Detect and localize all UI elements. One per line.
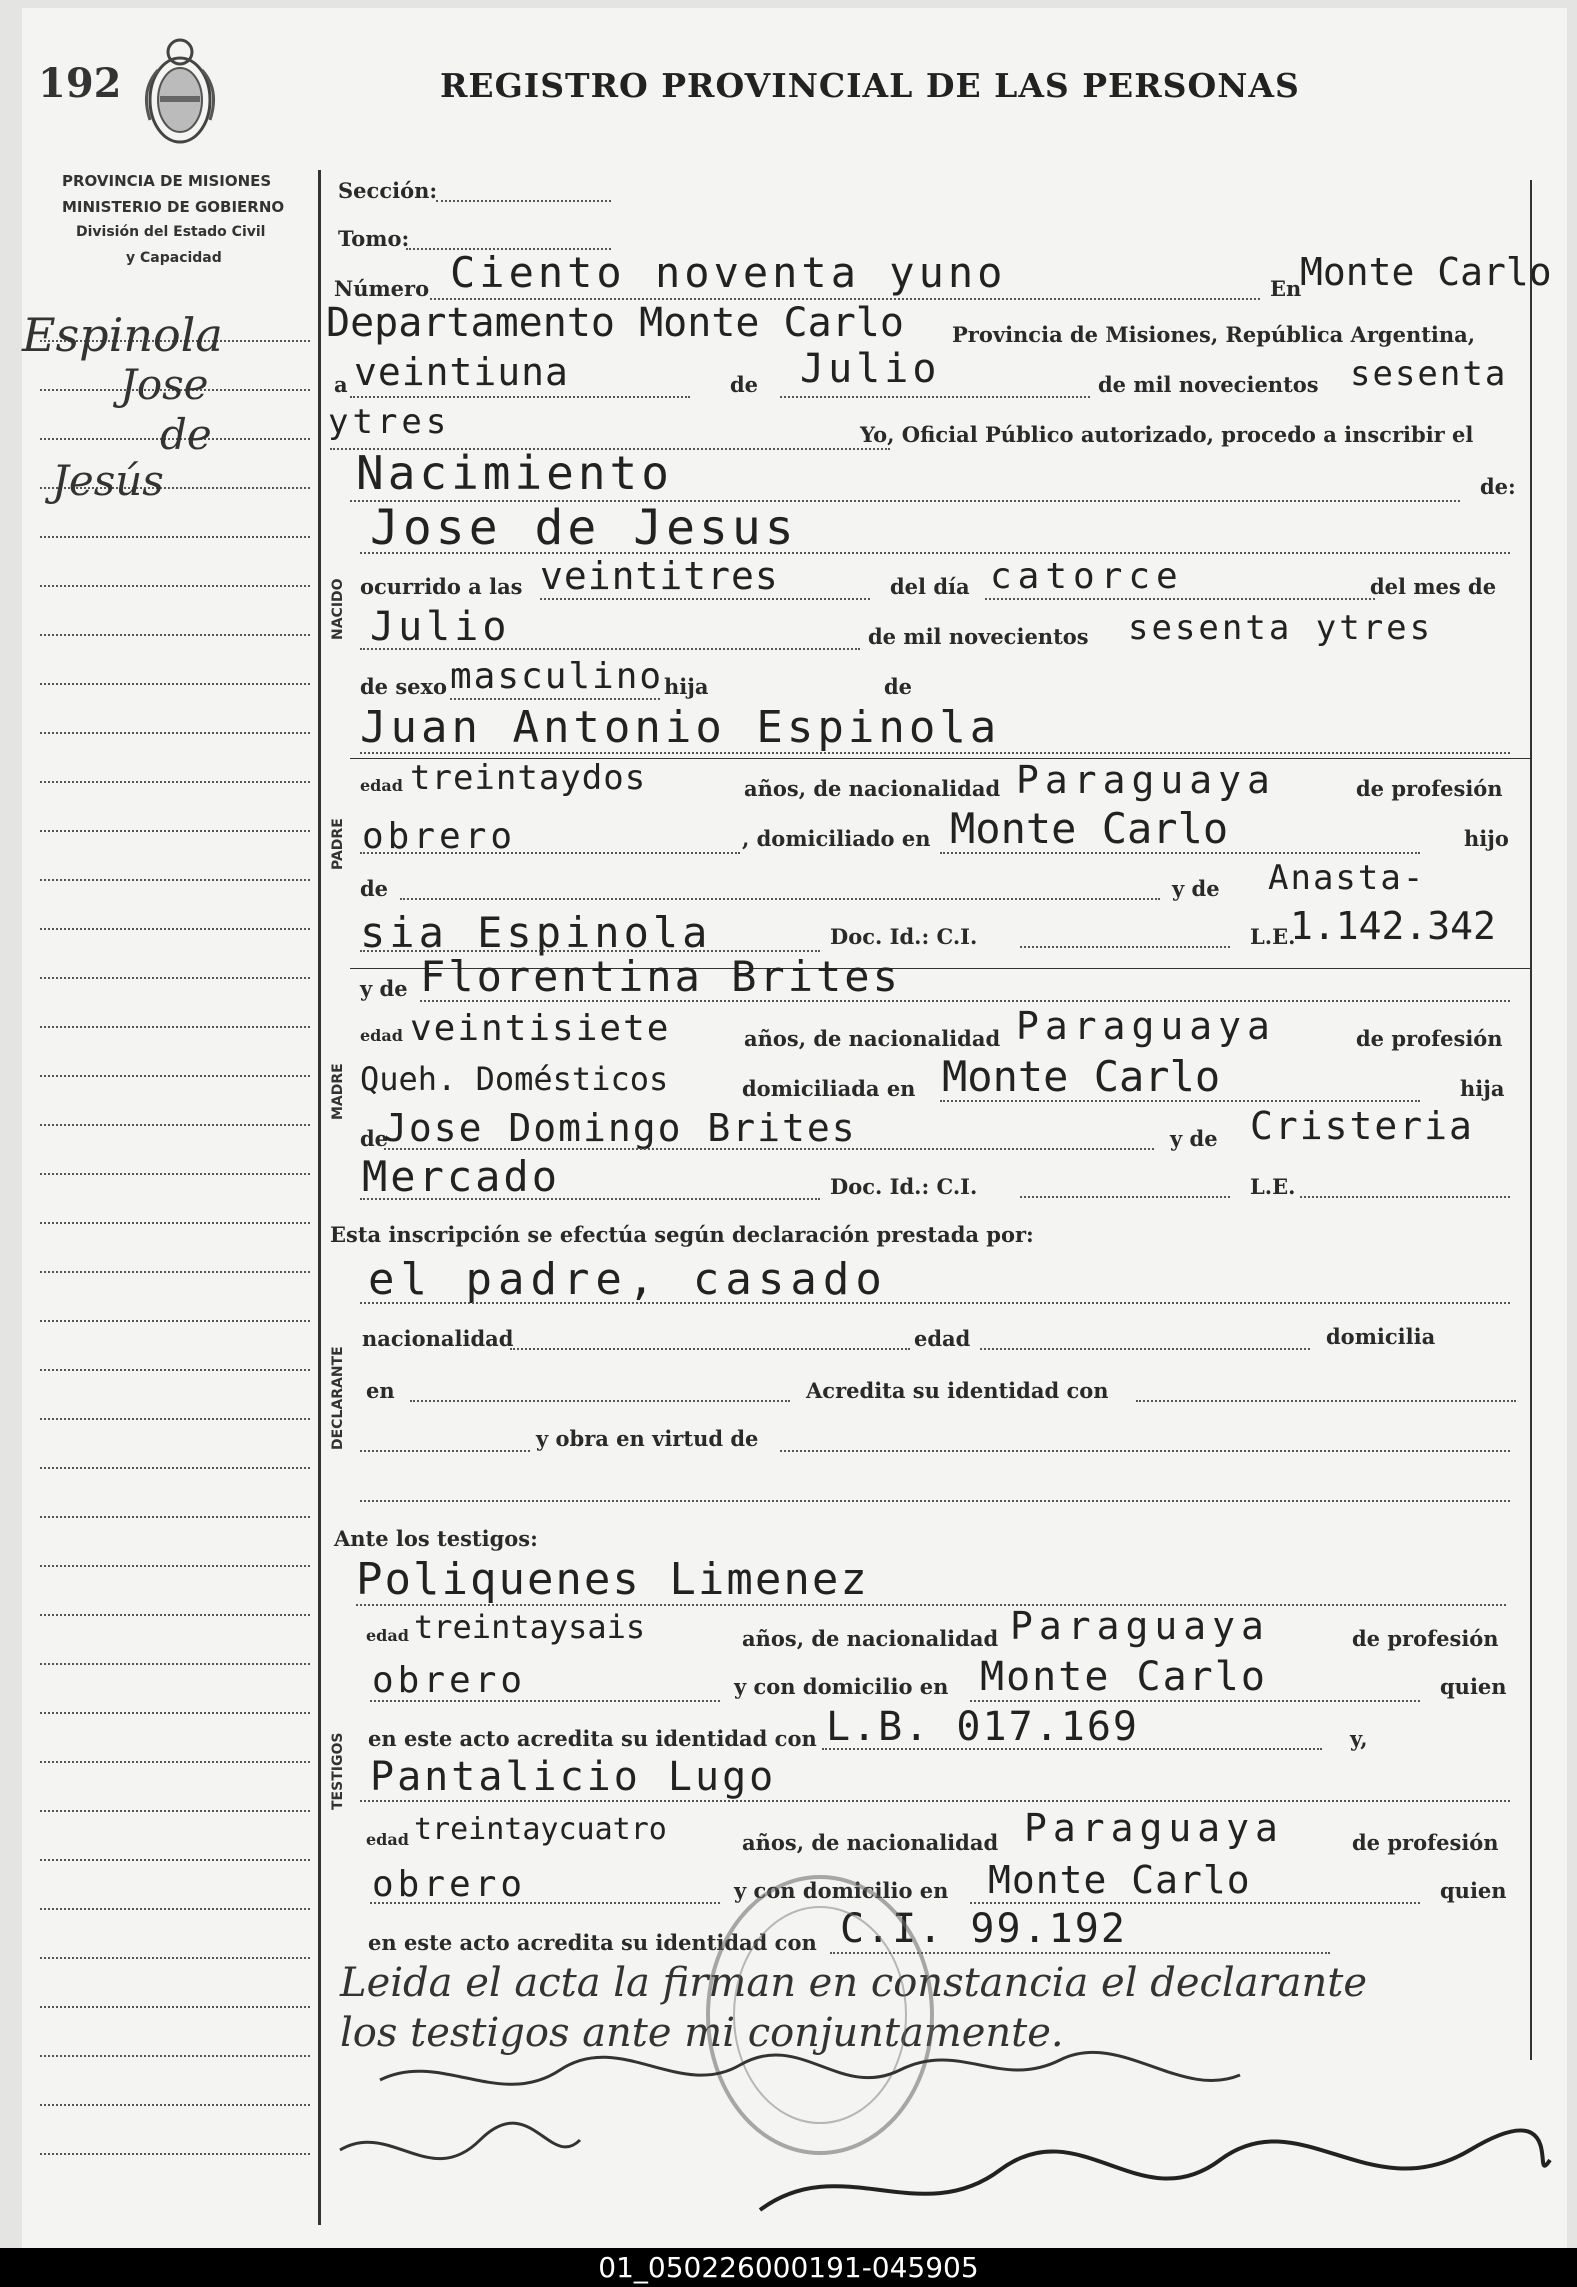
- section-nacido: NACIDO: [330, 578, 346, 640]
- entry-ano: sesenta: [1350, 354, 1508, 394]
- entry-madre-edad: veintisiete: [410, 1008, 671, 1049]
- margin-rule: [40, 1565, 310, 1567]
- label-oficial: Yo, Oficial Público autorizado, procedo a inscribir el: [860, 422, 1474, 447]
- entry-ano-2: ytres: [328, 402, 451, 442]
- label-le-madre: L.E.: [1250, 1174, 1296, 1199]
- margin-rule: [40, 2055, 310, 2057]
- margin-rule: [40, 1810, 310, 1812]
- margin-rule: [40, 830, 310, 832]
- margin-rule: [40, 1222, 310, 1224]
- signatures: [320, 2040, 1560, 2240]
- margin-rule: [40, 2006, 310, 2008]
- label-doc-id-madre: Doc. Id.: C.I.: [830, 1174, 978, 1199]
- label-en: En: [1270, 276, 1302, 301]
- entry-t1-id: L.B. 017.169: [826, 1704, 1139, 1750]
- acredita-line: [1136, 1400, 1516, 1402]
- mes-line: [780, 396, 1090, 398]
- label-domicilia: domicilia: [1326, 1324, 1436, 1349]
- label-obra: y obra en virtud de: [536, 1426, 759, 1451]
- margin-rule: [40, 1075, 310, 1077]
- label-t1-y: y,: [1350, 1726, 1368, 1751]
- abuelo-line: [400, 898, 1160, 900]
- margin-rule: [40, 536, 310, 538]
- margin-rule: [40, 2153, 310, 2155]
- margin-rule: [40, 1271, 310, 1273]
- margin-name-2: de: [160, 410, 212, 459]
- label-y-de: y de: [1172, 876, 1220, 901]
- label-t1-quien: quien: [1440, 1674, 1507, 1699]
- closing-note-1: Leida el acta la firman en constancia el declarante: [340, 1960, 1368, 2006]
- entry-nombre: Jose de Jesus: [370, 500, 798, 556]
- label-de-padres: de: [884, 674, 913, 699]
- label-t1-anos: años, de nacionalidad: [742, 1626, 999, 1651]
- label-ocurrido: ocurrido a las: [360, 574, 523, 599]
- label-t1-profesion: de profesión: [1352, 1626, 1499, 1651]
- org-line-1: PROVINCIA DE MISIONES: [62, 172, 272, 190]
- label-ante: Ante los testigos:: [334, 1526, 538, 1551]
- entry-padre-edad: treintaydos: [410, 758, 647, 798]
- label-a: a: [334, 372, 348, 397]
- label-de-abuelo-madre: de: [360, 1126, 389, 1151]
- section-padre: PADRE: [330, 818, 346, 870]
- label-del-dia: del día: [890, 574, 970, 599]
- section-madre: MADRE: [330, 1063, 346, 1120]
- margin-rule: [40, 1173, 310, 1175]
- label-t1-domicilio: y con domicilio en: [734, 1674, 949, 1699]
- label-de-colon: de:: [1480, 474, 1516, 499]
- label-numero: Número: [334, 276, 430, 301]
- label-t2-profesion: de profesión: [1352, 1830, 1499, 1855]
- t1-prof-line: [370, 1700, 720, 1702]
- label-tomo: Tomo:: [338, 226, 410, 251]
- dia-nac-line: [985, 598, 1375, 600]
- label-de-mes: de: [730, 372, 759, 397]
- padre-nombre-line: [360, 752, 1510, 754]
- label-t1-edad: edad: [366, 1626, 409, 1645]
- label-nacionalidad: nacionalidad: [362, 1326, 514, 1351]
- entry-hora: veintitres: [540, 554, 779, 598]
- entry-numero: Ciento noventa yuno: [450, 248, 1007, 297]
- entry-padre-prof: obrero: [362, 816, 517, 857]
- entry-t2-id: C.I. 99.192: [840, 1906, 1127, 1952]
- margin-rule: [40, 1761, 310, 1763]
- entry-madre-madre-2: Mercado: [362, 1152, 561, 1201]
- t2-prof-line: [370, 1902, 720, 1904]
- label-t2-anos: años, de nacionalidad: [742, 1830, 999, 1855]
- hora-line: [540, 598, 870, 600]
- t2-dom-line: [970, 1902, 1420, 1904]
- label-seccion: Sección:: [338, 178, 438, 203]
- entry-mes: Julio: [800, 346, 941, 392]
- margin-rule: [40, 1320, 310, 1322]
- entry-departamento: Departamento Monte Carlo: [326, 300, 904, 346]
- entry-padre-le: 1.142.342: [1290, 904, 1496, 948]
- label-hijo: hijo: [1464, 826, 1509, 851]
- label-madre-anos: años, de nacionalidad: [744, 1026, 1001, 1051]
- dia-line: [350, 396, 690, 398]
- label-madre-edad: edad: [360, 1026, 403, 1045]
- seccion-line: [436, 200, 611, 202]
- coat-of-arms-icon: [140, 30, 220, 155]
- section-declarante: DECLARANTE: [330, 1346, 346, 1450]
- entry-t2-edad: treintaycuatro: [414, 1812, 667, 1847]
- label-padre-anos: años, de nacionalidad: [744, 776, 1001, 801]
- entry-mes-nac: Julio: [370, 604, 511, 650]
- margin-rule: [40, 2104, 310, 2106]
- margin-rule: [40, 1026, 310, 1028]
- margin-name-3: Jesús: [52, 456, 164, 505]
- label-acredita: Acredita su identidad con: [806, 1378, 1109, 1403]
- testigo1-line: [356, 1604, 1506, 1606]
- label-sexo: de sexo: [360, 674, 448, 699]
- entry-padre-dom: Monte Carlo: [950, 804, 1229, 853]
- t1-dom-line: [970, 1700, 1420, 1702]
- label-madre-profesion: de profesión: [1356, 1026, 1503, 1051]
- label-del-mes: del mes de: [1370, 574, 1497, 599]
- margin-rule: [40, 928, 310, 930]
- label-domiciliada: domiciliada en: [742, 1076, 916, 1101]
- nacionalidad-line: [510, 1348, 910, 1350]
- section-testigos: TESTIGOS: [330, 1732, 346, 1810]
- label-de-mil-2: de mil novecientos: [868, 624, 1089, 649]
- entry-madre-dom: Monte Carlo: [942, 1052, 1221, 1101]
- edad-line: [980, 1348, 1310, 1350]
- label-t2-acredita: en este acto acredita su identidad con: [368, 1930, 817, 1955]
- entry-t1-edad: treintaysais: [414, 1608, 646, 1646]
- right-border: [1530, 180, 1532, 2060]
- org-line-2: MINISTERIO DE GOBIERNO: [62, 198, 285, 216]
- margin-rule: [40, 1124, 310, 1126]
- label-provincia: Provincia de Misiones, República Argentina,: [952, 322, 1476, 347]
- label-le: L.E.: [1250, 924, 1296, 949]
- label-t1-acredita: en este acto acredita su identidad con: [368, 1726, 817, 1751]
- footer-code: 01_050226000191-045905: [0, 2248, 1577, 2287]
- madre-padre-line: [384, 1148, 1154, 1150]
- page-number: 192: [38, 60, 122, 107]
- label-padre-edad: edad: [360, 776, 403, 795]
- margin-rule: [40, 1614, 310, 1616]
- label-domiciliado: , domiciliado en: [742, 826, 931, 851]
- madre-madre-line: [360, 1198, 820, 1200]
- label-en-declarante: en: [366, 1378, 395, 1403]
- margin-rule: [40, 1908, 310, 1910]
- margin-rule: [40, 1712, 310, 1714]
- entry-t1-dom: Monte Carlo: [980, 1654, 1267, 1700]
- label-t2-edad: edad: [366, 1830, 409, 1849]
- entry-madre-padre: Jose Domingo Brites: [384, 1106, 857, 1150]
- entry-t1-nac: Paraguaya: [1010, 1604, 1270, 1648]
- label-hija-madre: hija: [1460, 1076, 1505, 1101]
- label-y-de-abuela: y de: [1170, 1126, 1218, 1151]
- obra-line-2: [360, 1500, 1510, 1502]
- padre-dom-line: [940, 852, 1420, 854]
- entry-ano-nac: sesenta ytres: [1128, 608, 1434, 648]
- label-doc-id: Doc. Id.: C.I.: [830, 924, 978, 949]
- margin-rule: [40, 732, 310, 734]
- margin-rule: [40, 1418, 310, 1420]
- margin-rule: [40, 1516, 310, 1518]
- left-border: [318, 170, 321, 2225]
- entry-madre-nombre: Florentina Brites: [420, 952, 901, 1001]
- t1-id-line: [822, 1748, 1322, 1750]
- obra-line: [780, 1450, 1510, 1452]
- label-t2-domicilio: y con domicilio en: [734, 1878, 949, 1903]
- entry-sexo: masculino: [450, 656, 664, 697]
- margin-rule: [40, 977, 310, 979]
- entry-tipo: Nacimiento: [356, 446, 673, 500]
- padre-prof-line: [360, 852, 740, 854]
- sexo-line: [450, 698, 660, 700]
- entry-dia: veintiuna: [354, 350, 569, 394]
- margin-name-1: Jose: [120, 360, 209, 409]
- entry-t2-dom: Monte Carlo: [988, 1858, 1251, 1902]
- madre-le-line: [1300, 1196, 1510, 1198]
- entry-padre-madre-2: sia Espinola: [360, 908, 712, 957]
- entry-t1-prof: obrero: [372, 1660, 527, 1701]
- entry-padre-nombre: Juan Antonio Espinola: [360, 702, 1001, 753]
- margin-rule: [40, 1663, 310, 1665]
- obra-pre-line: [360, 1450, 530, 1452]
- entry-declarante: el padre, casado: [368, 1254, 888, 1305]
- margin-rule: [40, 634, 310, 636]
- margin-rule: [40, 1957, 310, 1959]
- label-de-abuelo: de: [360, 876, 389, 901]
- en-line: [410, 1400, 790, 1402]
- entry-padre-madre-1: Anasta-: [1268, 858, 1426, 898]
- entry-madre-nac: Paraguaya: [1016, 1004, 1276, 1048]
- testigo2-line: [360, 1800, 1510, 1802]
- nombre-line: [360, 552, 1510, 554]
- declarante-line: [360, 1302, 1510, 1304]
- label-hija: hija: [664, 674, 709, 699]
- label-t2-quien: quien: [1440, 1878, 1507, 1903]
- entry-testigo-2: Pantalicio Lugo: [370, 1754, 777, 1800]
- margin-rule: [40, 781, 310, 783]
- label-declaracion: Esta inscripción se efectúa según declaración prestada por:: [330, 1222, 1034, 1247]
- margin-rule: [40, 879, 310, 881]
- margin-rule: [40, 1369, 310, 1371]
- label-edad-declarante: edad: [914, 1326, 971, 1351]
- madre-ci-line: [1020, 1196, 1230, 1198]
- entry-madre-madre-1: Cristeria: [1250, 1104, 1474, 1148]
- entry-t2-prof: obrero: [372, 1864, 527, 1905]
- madre-dom-line: [940, 1100, 1420, 1102]
- doc-ci-line: [1020, 946, 1230, 948]
- margin-rule: [40, 1859, 310, 1861]
- org-line-4: y Capacidad: [126, 250, 222, 266]
- margin-rule: [40, 585, 310, 587]
- label-de-mil: de mil novecientos: [1098, 372, 1319, 397]
- label-padre-profesion: de profesión: [1356, 776, 1503, 801]
- entry-en: Monte Carlo: [1300, 250, 1552, 294]
- margin-rule: [40, 1467, 310, 1469]
- registry-title: REGISTRO PROVINCIAL DE LAS PERSONAS: [440, 66, 1300, 105]
- entry-testigo-1: Poliquenes Limenez: [356, 1554, 869, 1605]
- closing-note-2: los testigos ante mi conjuntamente.: [340, 2010, 1064, 2056]
- entry-padre-nac: Paraguaya: [1016, 758, 1276, 802]
- entry-t2-nac: Paraguaya: [1024, 1806, 1284, 1850]
- org-line-3: División del Estado Civil: [76, 224, 266, 240]
- label-y-de-madre: y de: [360, 976, 408, 1001]
- margin-surname: Espinola: [22, 308, 223, 362]
- entry-madre-prof: Queh. Domésticos: [360, 1060, 669, 1098]
- madre-nombre-line: [420, 1000, 1510, 1002]
- entry-dia-nac: catorce: [990, 556, 1184, 597]
- margin-rule: [40, 683, 310, 685]
- mes-nac-line: [360, 648, 860, 650]
